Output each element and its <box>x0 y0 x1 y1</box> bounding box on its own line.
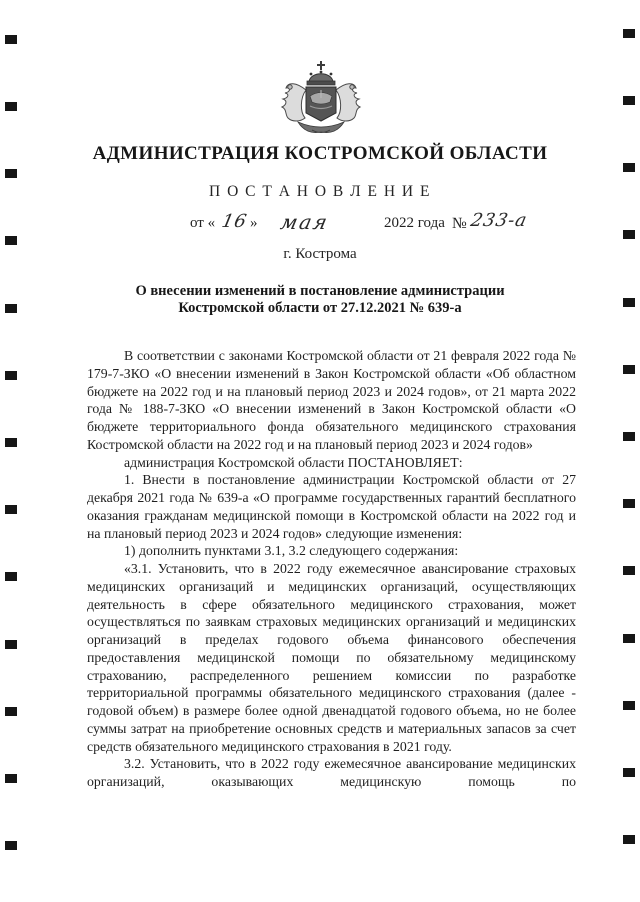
emblem-cross <box>317 61 325 70</box>
scan-edge-mark-left <box>5 35 17 44</box>
handwritten-document-number: 233-а <box>468 210 530 231</box>
scan-edge-mark-right <box>623 634 635 643</box>
document-type-heading: П О С Т А Н О В Л Е Н И Е <box>209 183 431 200</box>
body-paragraph: «3.1. Установить, что в 2022 году ежемесячное авансирование страховых медицинских организаций и медицинских организаций, осуществляющих деятельность в сфере обязательного медицинского страхования, может осуществляться по заявкам страховых медицинских организаций и медицинских организаций в пределах годового объема финансового обеспечения предоставления медицинской помощи по обязательному медицинскому страхованию, распределенного решением комиссии по разработке территориальной программы обязательного медицинского страхования (далее - годовой объем) в размере более одной двенадцатой годового объема, но не более суммы затрат на приобретение основных средств и материальных запасов за счет средств обязательного медицинского страхования в 2021 году. <box>87 561 576 754</box>
scan-edge-mark-right <box>623 768 635 777</box>
scan-edge-mark-right <box>623 365 635 374</box>
body-paragraph: администрация Костромской области ПОСТАНОВЛЯЕТ: <box>124 454 463 470</box>
document-number-sign: № <box>452 215 467 232</box>
scan-edge-mark-left <box>5 841 17 850</box>
handwritten-day: 16 <box>219 211 250 232</box>
emblem-shield <box>306 87 336 121</box>
body-paragraph: В соответствии с законами Костромской области от 21 февраля 2022 года № 179-7-ЗКО «О внесении изменений в Закон Костромской области «Об областном бюджете на 2022 год и на плановый период 2023 и 2024 годов», от 21 марта 2022 года № 188-7-ЗКО «О внесении изменений в Закон Костромской области «О бюджете территориального фонда обязательного медицинского страхования Костромской области на 2022 год и на плановый период 2023 и 2024 годов» <box>87 348 576 452</box>
scan-edge-mark-right <box>623 96 635 105</box>
body-paragraph-continued: 3.2. Установить, что в 2022 году ежемесячное авансирование медицинских организаций, оказывающих медицинскую помощь по <box>87 756 576 789</box>
scan-edge-mark-left <box>5 774 17 783</box>
scan-edge-mark-left <box>5 102 17 111</box>
scan-edge-mark-left <box>5 371 17 380</box>
scan-edge-mark-right <box>623 230 635 239</box>
scan-edge-mark-left <box>5 707 17 716</box>
scan-edge-mark-right <box>623 29 635 38</box>
scan-edge-mark-right <box>623 163 635 172</box>
date-prefix: от « <box>190 215 216 231</box>
scan-edge-mark-left <box>5 169 17 178</box>
organization-name: АДМИНИСТРАЦИЯ КОСТРОМСКОЙ ОБЛАСТИ <box>92 143 548 164</box>
scan-edge-mark-right <box>623 499 635 508</box>
scan-edge-mark-left <box>5 236 17 245</box>
scan-edge-mark-left <box>5 572 17 581</box>
emblem-crown <box>307 71 335 85</box>
scan-edge-mark-right <box>623 835 635 844</box>
document-title-line2: Костромской области от 27.12.2021 № 639-а <box>178 299 462 316</box>
scan-edge-mark-left <box>5 438 17 447</box>
scan-edge-mark-left <box>5 304 17 313</box>
date-close-quote: » <box>250 215 258 231</box>
scan-edge-mark-left <box>5 505 17 514</box>
date-year: 2022 года <box>384 215 445 231</box>
coat-of-arms-icon <box>276 60 366 140</box>
document-title <box>70 283 570 317</box>
document-body <box>87 347 576 791</box>
emblem-base <box>298 122 344 133</box>
city-line: г. Кострома <box>283 246 357 262</box>
scan-edge-mark-right <box>623 298 635 307</box>
handwritten-month: мая <box>278 210 332 234</box>
scan-edge-mark-right <box>623 432 635 441</box>
scan-edge-mark-left <box>5 640 17 649</box>
date-line <box>0 211 640 243</box>
scan-edge-mark-right <box>623 701 635 710</box>
body-paragraph: 1) дополнить пунктами 3.1, 3.2 следующего содержания: <box>124 543 459 559</box>
document-title-line1: О внесении изменений в постановление администрации <box>135 283 505 299</box>
body-paragraph: 1. Внести в постановление администрации Костромской области от 27 декабря 2021 года № 639-а «О программе государственных гарантий бесплатного оказания гражданам медицинской помощи в Костромской области на 2022 год и на плановый период 2023 и 2024 годов» следующие изменения: <box>87 472 576 541</box>
scan-edge-mark-right <box>623 566 635 575</box>
